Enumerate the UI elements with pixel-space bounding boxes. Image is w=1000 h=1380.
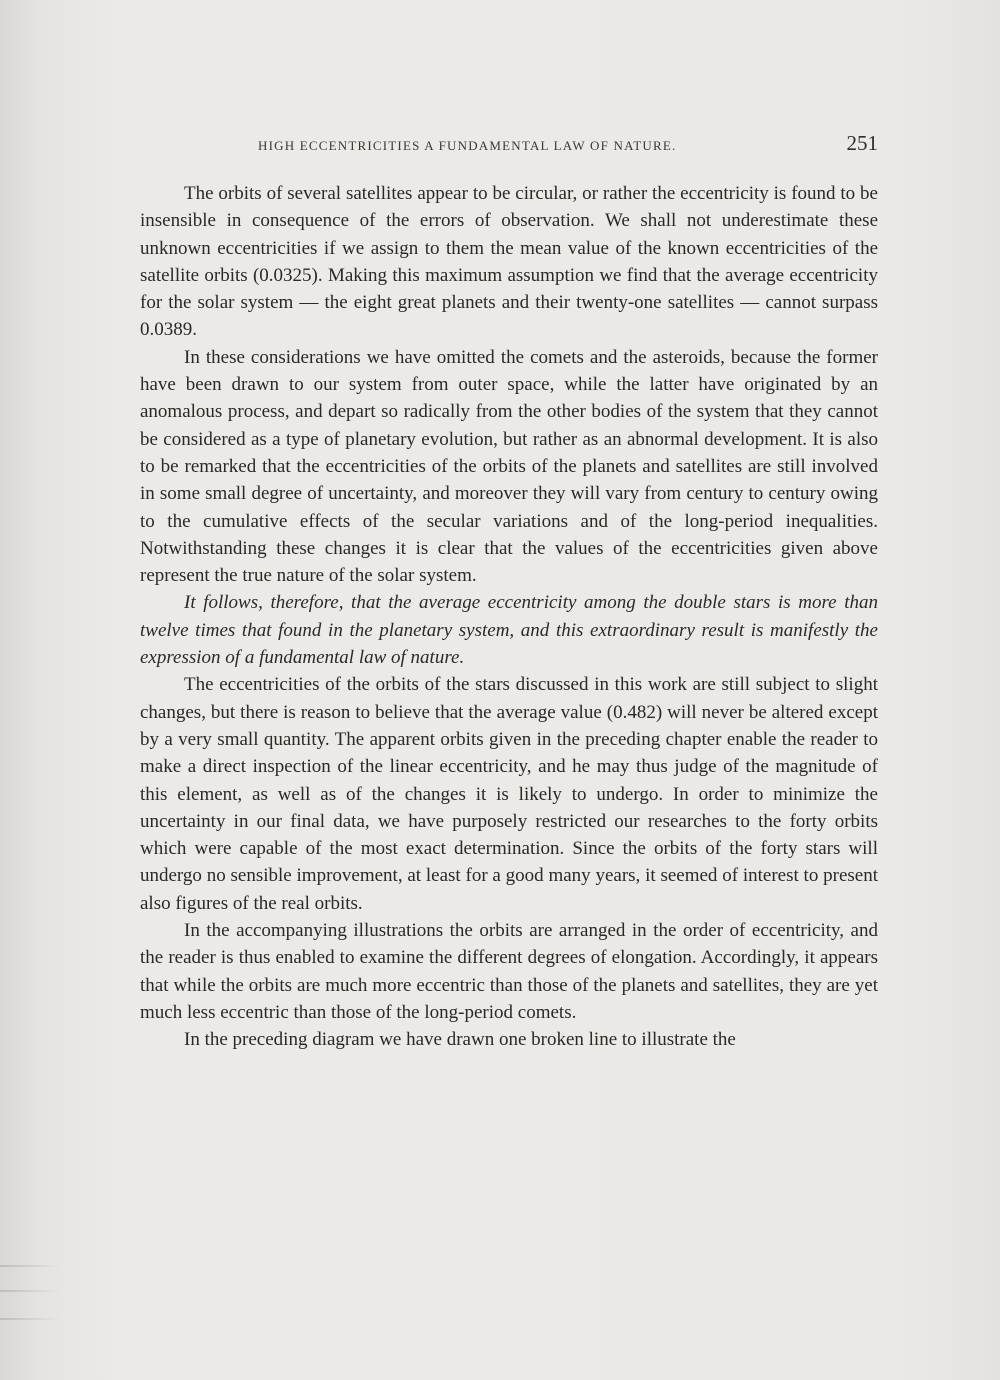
running-head: HIGH ECCENTRICITIES A FUNDAMENTAL LAW OF NATURE. bbox=[258, 138, 677, 153]
paper-crease bbox=[0, 1265, 60, 1267]
paragraph: The eccentricities of the orbits of the stars discussed in this work are still subject to slight changes, but there is reason to believe that the average value (0.482) will never be altered except by a very small quantity. The apparent orbits given in the preceding chapter enable the reader to make a direct inspection of the linear eccentricity, and he may thus judge of the magnitude of this element, as well as of the changes it is likely to undergo. In order to minimize the uncertainty in our final data, we have purposely restricted our researches to the forty orbits which were capable of the most exact determination. Since the orbits of the forty stars will undergo no sensible improvement, at least for a good many years, it seemed of interest to present also figures of the real orbits. bbox=[140, 674, 878, 914]
body-text bbox=[140, 180, 878, 1054]
paper-crease bbox=[0, 1318, 60, 1320]
page-header bbox=[140, 131, 878, 161]
paragraph-italic: It follows, therefore, that the average eccentricity among the double stars is more than twelve times that found in the planetary system, and this extraordinary result is manifestly the expression of a fundamental law of nature. bbox=[140, 592, 878, 669]
paragraph: In the accompanying illustrations the orbits are arranged in the order of eccentricity, and the reader is thus enabled to examine the different degrees of elongation. Accordingly, it appears that while the orbits are much more eccentric than those of the planets and satellites, they are yet much less eccentric than those of the long-period comets. bbox=[140, 920, 878, 1023]
paragraph: The orbits of several satellites appear to be circular, or rather the eccentricity is found to be insensible in consequence of the errors of observation. We shall not underestimate these unknown eccentricities if we assign to them the mean value of the known eccentricities of the satellite orbits (0.0325). Making this maximum assumption we find that the average eccentricity for the solar system — the eight great planets and their twenty-one satellites — cannot surpass 0.0389. bbox=[140, 183, 878, 341]
paper-crease bbox=[0, 1290, 60, 1292]
paragraph: In the preceding diagram we have drawn one broken line to illustrate the bbox=[184, 1029, 736, 1051]
page-number: 251 bbox=[846, 131, 878, 155]
paragraph: In these considerations we have omitted the comets and the asteroids, because the former have been drawn to our system from outer space, while the latter have originated by an anomalous process, and depart so radically from the other bodies of the system that they cannot be considered as a type of planetary evolution, but rather as an abnormal development. It is also to be remarked that the eccentricities of the orbits of the planets and satellites are still involved in some small degree of uncertainty, and moreover they will vary from century to century owing to the cumulative effects of the secular variations and of the long-period inequalities. Notwithstanding these changes it is clear that the values of the eccentricities given above represent the true nature of the solar system. bbox=[140, 346, 878, 587]
